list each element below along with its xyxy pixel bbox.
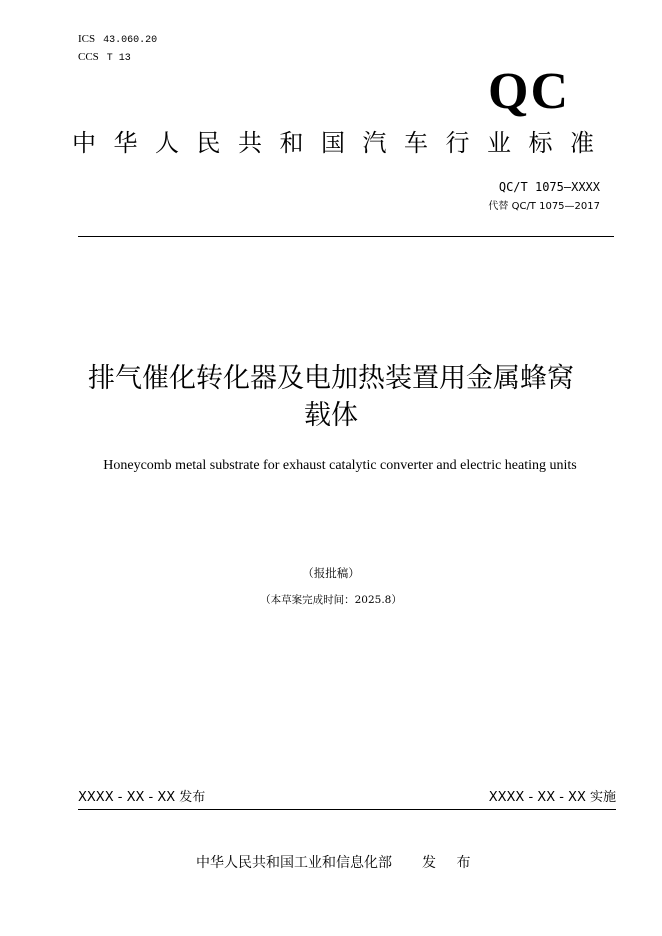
issue-date: XXXX - XX - XX 发布 xyxy=(78,790,206,805)
ics-label: ICS xyxy=(78,33,96,45)
replaces-standard: 代替 QC/T 1075—2017 xyxy=(488,201,600,212)
ics-value: 43.060.20 xyxy=(103,35,158,46)
ccs-label: CCS xyxy=(78,51,99,63)
standard-number: QC/T 1075—XXXX xyxy=(498,180,600,194)
qc-logo: QC xyxy=(488,63,570,120)
draft-completion-date: （本草案完成时间：2025.8） xyxy=(260,594,402,606)
issuer-line xyxy=(196,853,478,873)
document-title-en: Honeycomb metal substrate for exhaust catalytic converter and electric heating units xyxy=(103,458,577,473)
issuer-name: 中华人民共和国工业和信息化部 xyxy=(196,855,392,871)
title-cn-line2: 载体 xyxy=(304,400,358,431)
org-title: 中华人民共和国汽车行业标准 xyxy=(72,129,612,157)
classification-codes xyxy=(78,31,157,67)
header-divider xyxy=(78,236,614,237)
footer-divider xyxy=(78,809,616,810)
ccs-value: T 13 xyxy=(106,53,131,64)
document-title-cn xyxy=(50,360,612,434)
title-cn-line1: 排气催化转化器及电加热装置用金属蜂窝 xyxy=(88,363,574,394)
implementation-date: XXXX - XX - XX 实施 xyxy=(488,790,616,805)
ccs-line xyxy=(78,49,157,67)
issuer-action: 发 布 xyxy=(422,855,479,871)
ics-line xyxy=(78,31,157,49)
draft-status: （报批稿） xyxy=(302,566,360,580)
